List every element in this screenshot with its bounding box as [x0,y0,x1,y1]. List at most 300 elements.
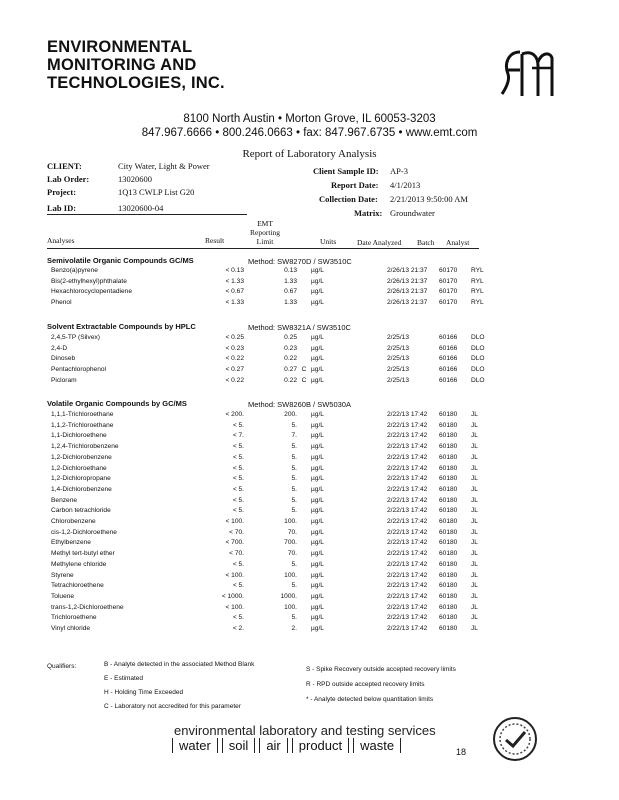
result-cell: < 5. [232,614,244,622]
qualifiers-label: Qualifiers: [47,663,77,670]
units-cell: µg/L [311,376,324,384]
date-analyzed-cell: 2/26/13 21:37 [387,288,428,296]
analyst-cell: RYL [471,277,484,285]
reporting-limit-cell: 5. [291,443,297,451]
section-method: Method: SW8260B / SW5030A [248,400,351,409]
batch-cell: 60166 [439,366,458,374]
col-rl-line3: Limit [256,237,274,246]
qualifier-cell [297,603,311,614]
table-row [47,528,491,539]
units-cell: µg/L [311,496,324,504]
report-title: Report of Laboratory Analysis [242,148,377,160]
reporting-limit-cell: 2. [291,625,297,633]
analyst-cell: RYL [471,288,484,296]
result-cell: < 1000. [221,592,244,600]
col-reporting-limit [247,219,283,246]
batch-cell: 60180 [439,432,458,440]
qualifier-cell [297,266,311,277]
project-label: Project: [47,187,77,197]
analyte-cell: Ethylbenzene [51,539,91,547]
service-soil: soil [222,738,256,753]
analyst-cell: JL [471,464,478,472]
matrix-label: Matrix: [354,208,383,218]
date-analyzed-cell: 2/22/13 17:42 [387,432,428,440]
reporting-limit-cell: 5. [291,582,297,590]
page-number: 18 [456,747,467,757]
qualifier-b: B - Analyte detected in the associated Method Blank [104,661,255,668]
service-water: water [172,738,218,753]
reporting-limit-cell: 70. [287,550,297,558]
table-row [47,538,491,549]
qualifier-cell: C [301,376,307,384]
analyst-cell: JL [471,539,478,547]
analyte-cell: 1,2-Dichloropropane [51,475,111,483]
batch-cell: 60180 [439,603,458,611]
result-cell: < 0.22 [225,376,244,384]
client-label: CLIENT: [47,161,82,171]
date-analyzed-cell: 2/22/13 17:42 [387,603,428,611]
batch-cell: 60180 [439,550,458,558]
analyst-cell: DLO [471,355,485,363]
company-address: 8100 North Austin • Morton Grove, IL 60053-3203 [183,113,436,125]
units-cell: µg/L [311,267,324,274]
units-cell: µg/L [311,592,324,600]
analyte-cell: Methyl tert-butyl ether [51,550,115,558]
batch-cell: 60180 [439,518,458,526]
date-analyzed-cell: 2/22/13 17:42 [387,550,428,558]
batch-cell: 60180 [439,453,458,461]
reporting-limit-cell: 0.22 [284,376,297,384]
reporting-limit-cell: 700. [284,539,297,547]
reporting-limit-cell: 1.33 [284,299,297,307]
table-row [47,506,491,517]
analyst-cell: JL [471,475,478,483]
qualifier-cell [297,528,311,539]
batch-cell: 60166 [439,334,458,341]
table-row [47,613,491,624]
result-cell: < 5. [232,475,244,483]
analyte-cell: Benzene [51,496,78,504]
result-cell: < 0.27 [225,366,244,374]
analyst-cell: DLO [471,344,485,352]
reporting-limit-cell: 70. [287,528,297,536]
collection-date-label: Collection Date: [319,194,378,204]
table-row [47,453,491,464]
analyte-cell: Toluene [51,592,75,600]
units-cell: µg/L [311,550,324,558]
result-cell: < 1.33 [225,277,244,285]
results-table [47,266,491,309]
section-method: Method: SW8321A / SW3510C [248,323,351,332]
col-analyses: Analyses [47,236,75,245]
date-analyzed-cell: 2/22/13 17:42 [387,560,428,568]
section-method: Method: SW8270D / SW3510C [248,257,352,266]
date-analyzed-cell: 2/26/13 21:37 [387,299,428,307]
qualifier-cell [297,421,311,432]
date-analyzed-cell: 2/22/13 17:42 [387,571,428,579]
col-analyst: Analyst [446,238,470,247]
batch-cell: 60180 [439,592,458,600]
analyte-cell: Pentachlorophenol [51,366,106,374]
section-title: Semivolatile Organic Compounds GC/MS [47,256,194,265]
date-analyzed-cell: 2/22/13 17:42 [387,592,428,600]
table-row [47,549,491,560]
batch-cell: 60170 [439,277,458,285]
analyte-cell: 1,1-Dichloroethene [51,432,107,440]
analyst-cell: JL [471,550,478,558]
table-row [47,421,491,432]
date-analyzed-cell: 2/22/13 17:42 [387,453,428,461]
date-analyzed-cell: 2/25/13 [387,355,409,363]
result-cell: < 5. [232,560,244,568]
reporting-limit-cell: 7. [291,432,297,440]
units-cell: µg/L [311,464,324,472]
date-analyzed-cell: 2/22/13 17:42 [387,475,428,483]
date-analyzed-cell: 2/25/13 [387,376,409,384]
report-date-value: 4/1/2013 [390,180,421,190]
date-analyzed-cell: 2/26/13 21:37 [387,267,428,274]
date-analyzed-cell: 2/22/13 17:42 [387,496,428,504]
results-table [47,410,491,635]
reporting-limit-cell: 0.22 [284,355,297,363]
footer-tagline: environmental laboratory and testing services [174,723,436,738]
analyst-cell: JL [471,614,478,622]
date-analyzed-cell: 2/22/13 17:42 [387,625,428,633]
units-cell: µg/L [311,603,324,611]
qualifier-cell [297,354,311,365]
qualifier-e: E - Estimated [104,675,144,682]
qualifier-cell [297,431,311,442]
analyst-cell: JL [471,582,478,590]
service-air: air [259,738,287,753]
units-cell: µg/L [311,560,324,568]
qualifier-h: H - Holding Time Exceeded [104,689,184,696]
result-cell: < 5. [232,443,244,451]
units-cell: µg/L [311,507,324,515]
result-cell: < 200. [225,411,244,418]
units-cell: µg/L [311,277,324,285]
services-bar [172,738,405,753]
analyst-cell: JL [471,485,478,493]
analyst-cell: JL [471,421,478,429]
company-name-line3: TECHNOLOGIES, INC. [47,74,225,92]
reporting-limit-cell: 0.25 [284,334,297,341]
analyst-cell: JL [471,496,478,504]
analyst-cell: JL [471,592,478,600]
qualifier-cell [297,453,311,464]
analyte-cell: Styrene [51,571,74,579]
result-cell: < 0.23 [225,344,244,352]
result-cell: < 100. [225,571,244,579]
analyst-cell: JL [471,507,478,515]
batch-cell: 60180 [439,411,458,418]
date-analyzed-cell: 2/25/13 [387,334,409,341]
qualifier-s: S - Spike Recovery outside accepted recovery limits [306,666,456,673]
analyst-cell: JL [471,432,478,440]
reporting-limit-cell: 5. [291,485,297,493]
analyst-cell: DLO [471,366,485,374]
analyst-cell: JL [471,443,478,451]
analyte-cell: trans-1,2-Dichloroethene [51,603,124,611]
units-cell: µg/L [311,528,324,536]
analyst-cell: JL [471,411,478,418]
collection-date-value: 2/21/2013 9:50:00 AM [390,194,468,204]
result-cell: < 2. [232,625,244,633]
emt-logo-icon [498,44,556,102]
qualifier-cell [297,538,311,549]
batch-cell: 60180 [439,560,458,568]
qualifier-cell [297,517,311,528]
date-analyzed-cell: 2/22/13 17:42 [387,582,428,590]
service-waste: waste [353,738,401,753]
batch-cell: 60170 [439,288,458,296]
analyte-cell: Picloram [51,376,77,384]
reporting-limit-cell: 0.67 [284,288,297,296]
analyst-cell: JL [471,453,478,461]
table-row [47,298,491,309]
col-result: Result [205,236,225,245]
reporting-limit-cell: 5. [291,614,297,622]
result-cell: < 700. [225,539,244,547]
reporting-limit-cell: 0.27 [284,366,297,374]
analyte-cell: Dinoseb [51,355,76,363]
result-cell: < 0.67 [225,288,244,296]
batch-cell: 60180 [439,507,458,515]
col-rl-line1: EMT [257,219,273,228]
units-cell: µg/L [311,288,324,296]
date-analyzed-cell: 2/22/13 17:42 [387,464,428,472]
reporting-limit-cell: 1000. [280,592,297,600]
batch-cell: 60180 [439,539,458,547]
qualifier-cell [297,298,311,309]
table-row [47,571,491,582]
table-row [47,344,491,355]
result-cell: < 5. [232,485,244,493]
table-row [47,581,491,592]
qualifier-cell [297,613,311,624]
units-cell: µg/L [311,443,324,451]
company-name-line2: MONITORING AND [47,56,197,74]
units-cell: µg/L [311,582,324,590]
table-row [47,365,491,376]
analyst-cell: JL [471,603,478,611]
analyst-cell: JL [471,571,478,579]
company-name [47,38,225,92]
lab-order-label: Lab Order: [47,174,90,184]
analyte-cell: Phenol [51,299,72,307]
qualifier-cell [297,442,311,453]
date-analyzed-cell: 2/22/13 17:42 [387,539,428,547]
units-cell: µg/L [311,344,324,352]
result-cell: < 1.33 [225,299,244,307]
analyst-cell: JL [471,560,478,568]
reporting-limit-cell: 0.23 [284,344,297,352]
result-cell: < 0.13 [225,267,244,274]
qualifier-cell [297,287,311,298]
date-analyzed-cell: 2/22/13 17:42 [387,421,428,429]
date-analyzed-cell: 2/22/13 17:42 [387,614,428,622]
accreditation-seal-icon [492,716,538,762]
analyst-cell: JL [471,625,478,633]
date-analyzed-cell: 2/22/13 17:42 [387,518,428,526]
units-cell: µg/L [311,453,324,461]
result-cell: < 70. [229,550,244,558]
date-analyzed-cell: 2/22/13 17:42 [387,485,428,493]
table-row [47,431,491,442]
qualifier-cell [297,581,311,592]
batch-cell: 60170 [439,299,458,307]
result-cell: < 5. [232,582,244,590]
result-cell: < 70. [229,528,244,536]
table-row [47,410,491,421]
units-cell: µg/L [311,625,324,633]
reporting-limit-cell: 100. [284,603,297,611]
analyte-cell: 1,2,4-Trichlorobenzene [51,443,119,451]
table-row [47,517,491,528]
analyte-cell: 1,2-Dichloroethane [51,464,107,472]
result-cell: < 100. [225,518,244,526]
batch-cell: 60180 [439,464,458,472]
batch-cell: 60180 [439,528,458,536]
reporting-limit-cell: 5. [291,453,297,461]
table-row [47,333,491,344]
table-row [47,376,491,387]
batch-cell: 60180 [439,485,458,493]
table-row [47,287,491,298]
result-cell: < 0.25 [225,334,244,341]
company-name-line1: ENVIRONMENTAL [47,38,193,56]
analyst-cell: RYL [471,267,484,274]
analyte-cell: 1,1,2-Trichloroethane [51,421,114,429]
col-rl-line2: Reporting [250,228,280,237]
qualifier-cell [297,549,311,560]
table-row [47,560,491,571]
result-cell: < 5. [232,507,244,515]
qualifier-cell [297,277,311,288]
analyte-cell: cis-1,2-Dichloroethene [51,528,117,536]
results-table [47,333,491,387]
batch-cell: 60180 [439,571,458,579]
table-row [47,464,491,475]
reporting-limit-cell: 200. [284,411,297,418]
lab-order-value: 13020600 [118,174,152,184]
qualifier-cell [297,410,311,421]
table-row [47,485,491,496]
col-units: Units [320,237,337,246]
result-cell: < 5. [232,421,244,429]
matrix-value: Groundwater [390,208,435,218]
sample-id-value: AP-3 [390,166,408,176]
date-analyzed-cell: 2/26/13 21:37 [387,277,428,285]
qualifier-cell [297,506,311,517]
project-value: 1Q13 CWLP List G20 [118,187,195,197]
reporting-limit-cell: 5. [291,475,297,483]
units-cell: µg/L [311,355,324,363]
lab-id-value: 13020600-04 [118,203,164,213]
analyte-cell: 1,1,1-Trichloroethane [51,411,114,418]
units-cell: µg/L [311,518,324,526]
analyte-cell: Benzo(a)pyrene [51,267,98,274]
qualifier-star: * - Analyte detected below quantitation limits [306,696,434,703]
analyte-cell: Chlorobenzene [51,518,96,526]
batch-cell: 60166 [439,376,458,384]
service-product: product [292,738,349,753]
table-row [47,603,491,614]
reporting-limit-cell: 5. [291,496,297,504]
reporting-limit-cell: 5. [291,464,297,472]
units-cell: µg/L [311,334,324,341]
lab-id-label: Lab ID: [47,203,77,213]
batch-cell: 60180 [439,614,458,622]
reporting-limit-cell: 100. [284,518,297,526]
table-row [47,354,491,365]
analyte-cell: 1,4-Dichlorobenzene [51,485,112,493]
sample-id-label: Client Sample ID: [313,166,379,176]
result-cell: < 5. [232,464,244,472]
reporting-limit-cell: 100. [284,571,297,579]
analyst-cell: JL [471,528,478,536]
units-cell: µg/L [311,571,324,579]
batch-cell: 60180 [439,582,458,590]
analyte-cell: Hexachlorocyclopentadiene [51,288,133,296]
table-row [47,592,491,603]
units-cell: µg/L [311,539,324,547]
batch-cell: 60180 [439,625,458,633]
qualifier-cell [297,333,311,344]
units-cell: µg/L [311,475,324,483]
table-row [47,624,491,635]
col-batch: Batch [417,238,435,247]
date-analyzed-cell: 2/25/13 [387,366,409,374]
batch-cell: 60180 [439,496,458,504]
analyst-cell: JL [471,518,478,526]
batch-cell: 60166 [439,344,458,352]
result-cell: < 5. [232,453,244,461]
date-analyzed-cell: 2/25/13 [387,344,409,352]
qualifier-cell [297,496,311,507]
units-cell: µg/L [311,432,324,440]
analyte-cell: Vinyl chloride [51,625,91,633]
analyte-cell: 2,4-D [51,344,68,352]
table-row [47,474,491,485]
analyst-cell: DLO [471,376,485,384]
report-date-label: Report Date: [331,180,379,190]
qualifier-cell [297,624,311,635]
batch-cell: 60180 [439,475,458,483]
result-cell: < 7. [232,432,244,440]
units-cell: µg/L [311,421,324,429]
analyte-cell: Tetrachloroethene [51,582,104,590]
analyst-cell: DLO [471,334,485,341]
units-cell: µg/L [311,485,324,493]
analyte-cell: 2,4,5-TP (Silvex) [51,334,100,341]
table-row [47,496,491,507]
result-cell: < 0.22 [225,355,244,363]
analyte-cell: Methylene chloride [51,560,107,568]
section-title: Volatile Organic Compounds by GC/MS [47,399,187,408]
units-cell: µg/L [311,411,324,418]
qualifier-cell [297,592,311,603]
client-value: City Water, Light & Power [118,161,210,171]
qualifier-cell [297,571,311,582]
reporting-limit-cell: 1.33 [284,277,297,285]
qualifier-cell: C [301,366,307,374]
date-analyzed-cell: 2/22/13 17:42 [387,411,428,418]
analyst-cell: RYL [471,299,484,307]
analyte-cell: Trichloroethene [51,614,97,622]
qualifier-cell [297,464,311,475]
units-cell: µg/L [311,614,324,622]
